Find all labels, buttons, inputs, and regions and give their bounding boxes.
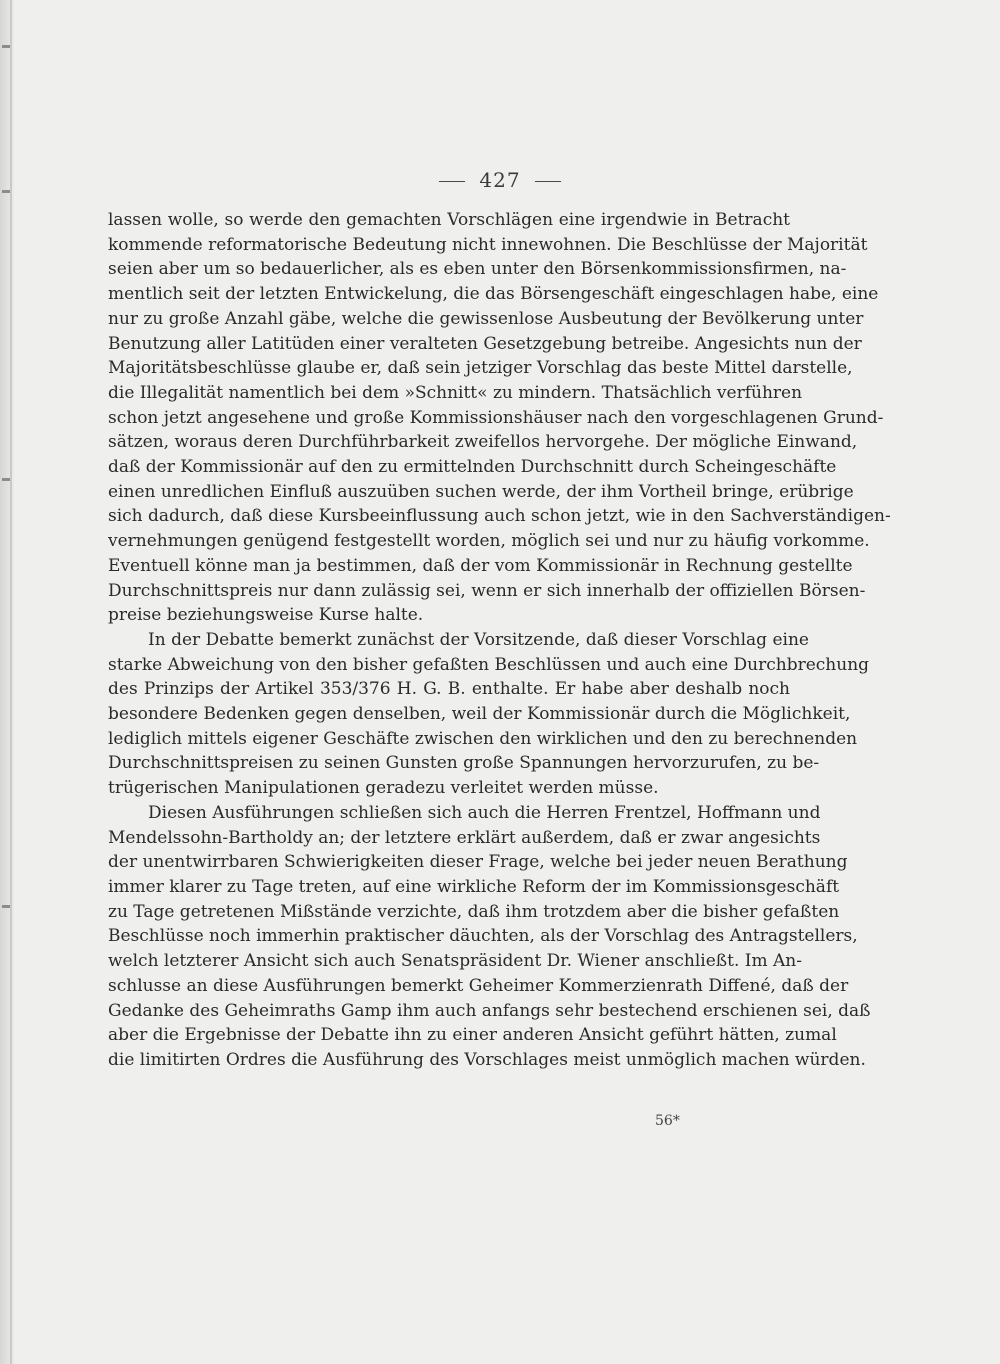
signature-mark: 56* [655, 1113, 680, 1129]
text-line: vernehmungen genügend festgestellt worden, möglich sei und nur zu häufig vorkomme. [108, 531, 870, 552]
text-line: aber die Ergebnisse der Debatte ihn zu einer anderen Ansicht geführt hätten, zumal [108, 1025, 837, 1046]
text-line: kommende reformatorische Bedeutung nicht innewohnen. Die Beschlüsse der Majorität [108, 234, 868, 255]
text-line: Majoritätsbeschlüsse glaube er, daß sein jetziger Vorschlag das beste Mittel darstelle, [108, 358, 853, 379]
text-line: Mendelssohn-Bartholdy an; der letztere erklärt außerdem, daß er zwar angesichts [108, 827, 821, 848]
binding-line [10, 0, 12, 1364]
text-line: Durchschnittspreisen zu seinen Gunsten große Spannungen hervorzurufen, zu be- [108, 753, 820, 774]
text-line: sich dadurch, daß diese Kursbeeinflussung auch schon jetzt, wie in den Sachverständigen- [108, 506, 891, 527]
header-dash-left [439, 181, 465, 182]
text-line: des Prinzips der Artikel 353/376 H. G. B. enthalte. Er habe aber deshalb noch [108, 679, 790, 700]
text-line: Gedanke des Geheimraths Gamp ihm auch anfangs sehr bestechend erschienen sei, daß [108, 1000, 871, 1021]
text-line: schlusse an diese Ausführungen bemerkt Geheimer Kommerzienrath Diffené, daß der [108, 975, 849, 996]
page-binding-edge [0, 0, 14, 1364]
text-line: trügerischen Manipulationen geradezu verleitet werden müsse. [108, 778, 659, 799]
body-text [108, 208, 891, 1073]
header-dash-right [535, 181, 561, 182]
text-line: sätzen, woraus deren Durchführbarkeit zweifellos hervorgehe. Der mögliche Einwand, [108, 432, 858, 453]
text-line: seien aber um so bedauerlicher, als es eben unter den Börsenkommissionsfirmen, na- [108, 259, 847, 280]
text-line: welch letzterer Ansicht sich auch Senatspräsident Dr. Wiener anschließt. Im An- [108, 951, 803, 972]
text-line: Diesen Ausführungen schließen sich auch die Herren Frentzel, Hoffmann und [148, 802, 821, 823]
text-line: lassen wolle, so werde den gemachten Vorschlägen eine irgendwie in Betracht [108, 210, 790, 230]
text-line: immer klarer zu Tage treten, auf eine wirkliche Reform der im Kommissionsgeschäft [108, 876, 840, 897]
text-line: Beschlüsse noch immerhin praktischer däuchten, als der Vorschlag des Antragstellers, [108, 926, 858, 947]
text-line: besondere Bedenken gegen denselben, weil der Kommissionär durch die Möglichkeit, [108, 704, 851, 725]
text-line: der unentwirrbaren Schwierigkeiten dieser Frage, welche bei jeder neuen Berathung [108, 852, 848, 873]
text-line: daß der Kommissionär auf den zu ermittelnden Durchschnitt durch Scheingeschäfte [108, 457, 837, 478]
text-line: einen unredlichen Einfluß auszuüben suchen werde, der ihm Vortheil bringe, erübrige [108, 481, 854, 502]
text-line: In der Debatte bemerkt zunächst der Vorsitzende, daß dieser Vorschlag eine [148, 629, 809, 650]
text-line: starke Abweichung von den bisher gefaßten Beschlüssen und auch eine Durchbrechung [108, 654, 870, 675]
text-line: Benutzung aller Latitüden einer veralteten Gesetzgebung betreibe. Angesichts nun der [108, 333, 862, 354]
text-line: preise beziehungsweise Kurse halte. [108, 605, 424, 626]
text-line: Durchschnittspreis nur dann zulässig sei, wenn er sich innerhalb der offiziellen Börsen- [108, 580, 866, 601]
edge-mark [2, 478, 10, 481]
page-number: 427 [479, 168, 521, 192]
text-line: zu Tage getretenen Mißstände verzichte, daß ihm trotzdem aber die bisher gefaßten [108, 901, 840, 922]
text-line: die limitirten Ordres die Ausführung des Vorschlages meist unmöglich machen würden. [108, 1049, 866, 1070]
text-line: lediglich mittels eigener Geschäfte zwischen den wirklichen und den zu berechnenden [108, 728, 858, 749]
text-line: mentlich seit der letzten Entwickelung, die das Börsengeschäft eingeschlagen habe, eine [108, 284, 879, 305]
text-line: schon jetzt angesehene und große Kommissionshäuser nach den vorgeschlagenen Grund- [108, 407, 884, 428]
text-line: Eventuell könne man ja bestimmen, daß der vom Kommissionär in Rechnung gestellte [108, 555, 853, 576]
text-line: die Illegalität namentlich bei dem »Schnitt« zu mindern. Thatsächlich verführen [108, 382, 803, 403]
page-header [0, 168, 1000, 192]
edge-mark [2, 905, 10, 908]
text-line: nur zu große Anzahl gäbe, welche die gewissenlose Ausbeutung der Bevölkerung unter [108, 308, 864, 329]
edge-mark [2, 45, 10, 48]
